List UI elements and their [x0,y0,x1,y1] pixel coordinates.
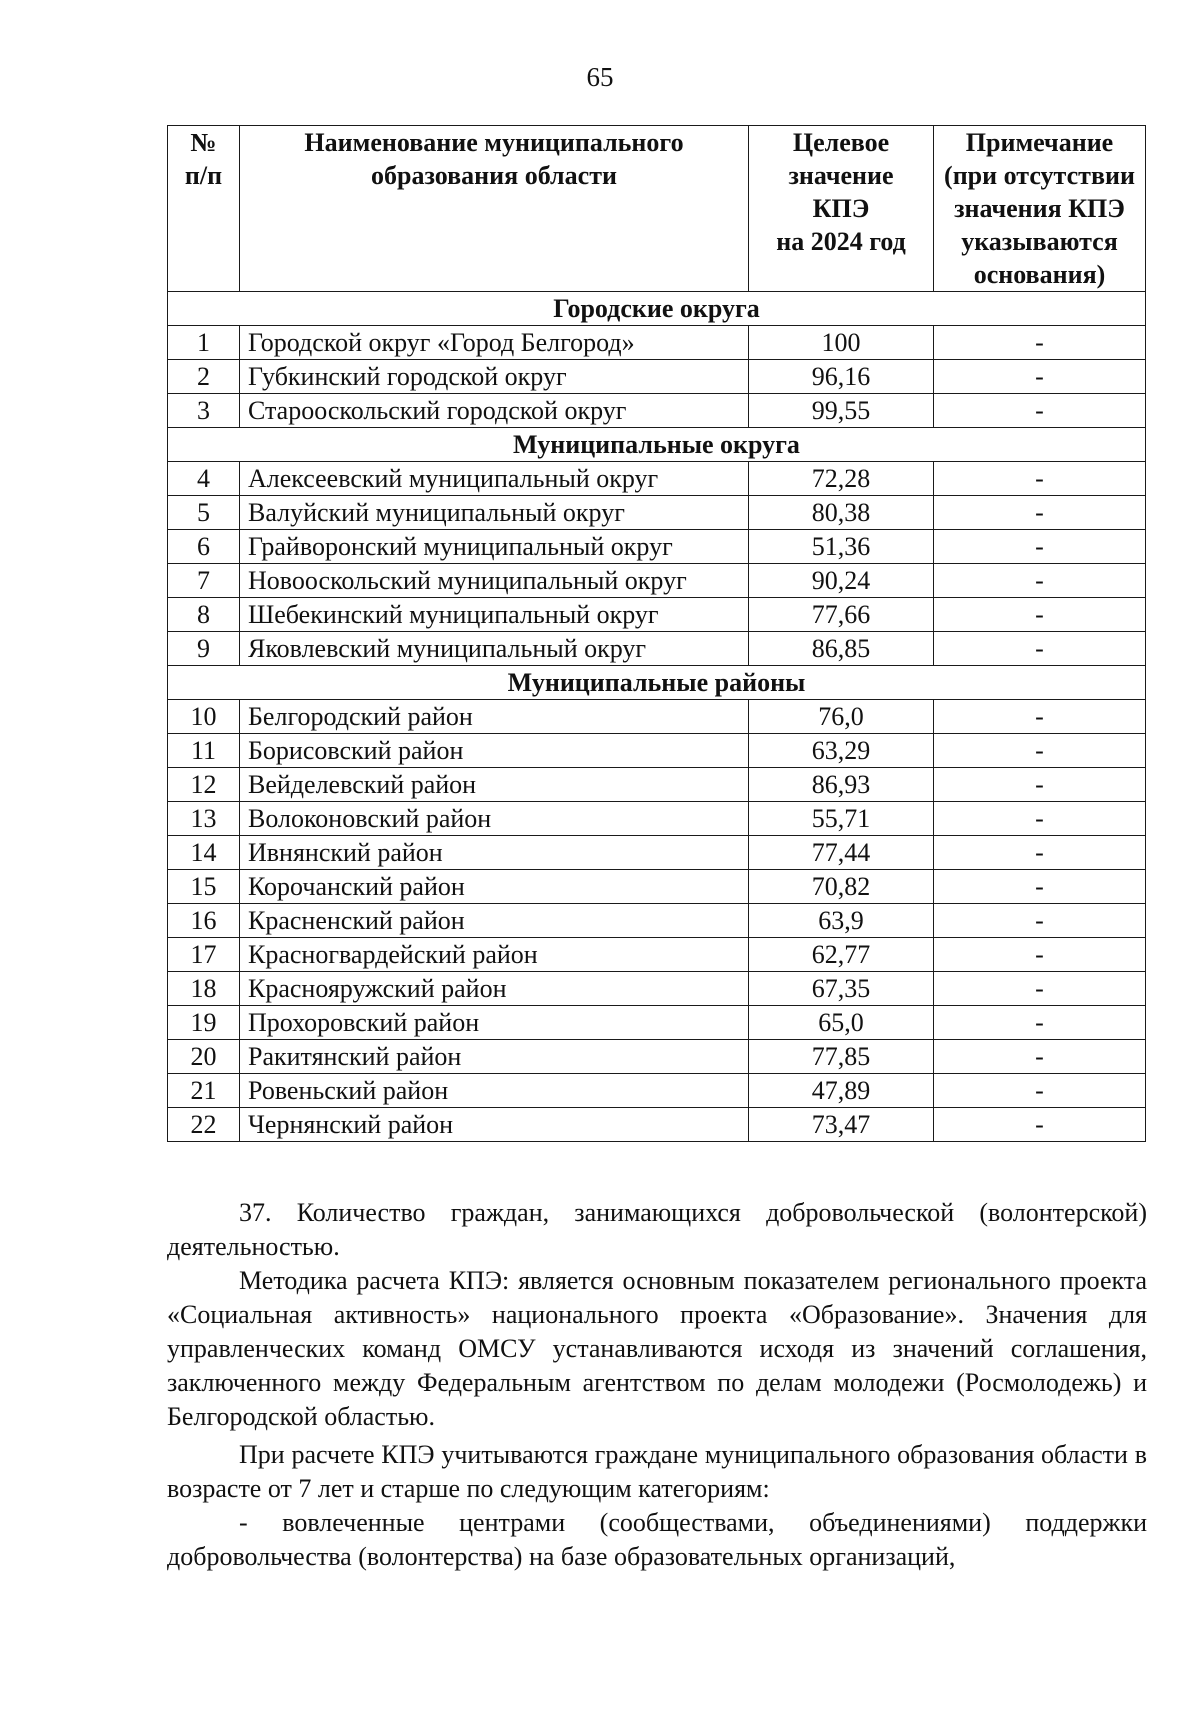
row-number: 8 [168,598,240,632]
paragraph-methodology: Методика расчета КПЭ: является основным показателем регионального проекта «Социальная активность» национального проекта «Образование». Значения для управленческих команд ОМСУ устанавливаются исходя из значений соглашения, заключенного между Федеральным агентством по делам молодежи (Росмолодежь) и Белгородской областью. [167,1266,1147,1431]
header-number-line1: № [190,128,217,157]
row-number: 13 [168,802,240,836]
section-row [168,292,1146,326]
paragraph-calculation: При расчете КПЭ учитываются граждане муниципального образования области в возрасте от 7 лет и старше по следующим категориям: [167,1440,1147,1503]
row-number: 6 [168,530,240,564]
row-note: - [934,632,1146,666]
header-target-value [749,126,934,292]
row-note: - [934,360,1146,394]
row-note: - [934,768,1146,802]
header-name [240,126,749,292]
table-row [168,632,1146,666]
row-target-value: 51,36 [749,530,934,564]
section-row [168,666,1146,700]
row-target-value: 72,28 [749,462,934,496]
row-note: - [934,1074,1146,1108]
row-municipality-name: Ровеньский район [240,1074,749,1108]
row-target-value: 77,85 [749,1040,934,1074]
header-note-title: Примечание [965,128,1114,157]
row-municipality-name: Волоконовский район [240,802,749,836]
row-target-value: 100 [749,326,934,360]
row-number: 19 [168,1006,240,1040]
row-number: 17 [168,938,240,972]
table-row [168,462,1146,496]
row-target-value: 63,9 [749,904,934,938]
header-number-line2: п/п [184,161,223,190]
table-row [168,496,1146,530]
row-note: - [934,1108,1146,1142]
row-target-value: 90,24 [749,564,934,598]
row-municipality-name: Краснояружский район [240,972,749,1006]
table-row [168,802,1146,836]
table-row [168,564,1146,598]
row-number: 20 [168,1040,240,1074]
header-value-line4: на 2024 год [776,227,906,256]
row-note: - [934,870,1146,904]
row-number: 11 [168,734,240,768]
table-row [168,1006,1146,1040]
row-target-value: 77,44 [749,836,934,870]
row-target-value: 96,16 [749,360,934,394]
row-municipality-name: Белгородский район [240,700,749,734]
row-municipality-name: Чернянский район [240,1108,749,1142]
row-note: - [934,938,1146,972]
row-number: 16 [168,904,240,938]
row-municipality-name: Красненский район [240,904,749,938]
table-row [168,904,1146,938]
row-note: - [934,1040,1146,1074]
table-row [168,326,1146,360]
row-municipality-name: Красногвардейский район [240,938,749,972]
table-body [168,292,1146,1142]
row-number: 22 [168,1108,240,1142]
row-note: - [934,326,1146,360]
paragraph-category: - вовлеченные центрами (сообществами, объединениями) поддержки добровольчества (волонтерства) на базе образовательных организаций, [167,1508,1147,1571]
table-row [168,768,1146,802]
row-note: - [934,836,1146,870]
table-row [168,870,1146,904]
table-row [168,836,1146,870]
row-municipality-name: Старооскольский городской округ [240,394,749,428]
header-note-line3: значения КПЭ [954,194,1125,223]
row-number: 15 [168,870,240,904]
row-number: 4 [168,462,240,496]
row-note: - [934,734,1146,768]
row-target-value: 80,38 [749,496,934,530]
header-value-line1: Целевое [792,128,890,157]
row-number: 2 [168,360,240,394]
page-number: 65 [586,62,614,92]
row-municipality-name: Корочанский район [240,870,749,904]
table-row [168,734,1146,768]
row-note: - [934,802,1146,836]
header-value-line3: КПЭ [812,194,870,223]
header-note-line2: (при отсутствии [944,161,1135,190]
row-number: 7 [168,564,240,598]
row-target-value: 77,66 [749,598,934,632]
row-municipality-name: Ракитянский район [240,1040,749,1074]
row-target-value: 65,0 [749,1006,934,1040]
row-municipality-name: Прохоровский район [240,1006,749,1040]
row-municipality-name: Борисовский район [240,734,749,768]
header-value-line2: значение [788,161,894,190]
paragraph-item-37: 37. Количество граждан, занимающихся добровольческой (волонтерской) деятельностью. [167,1198,1147,1261]
section-title: Муниципальные округа [168,428,1146,462]
row-note: - [934,564,1146,598]
row-number: 12 [168,768,240,802]
row-note: - [934,1006,1146,1040]
row-target-value: 99,55 [749,394,934,428]
row-note: - [934,496,1146,530]
row-target-value: 63,29 [749,734,934,768]
table-row [168,972,1146,1006]
row-municipality-name: Шебекинский муниципальный округ [240,598,749,632]
row-target-value: 86,85 [749,632,934,666]
table-row [168,938,1146,972]
section-row [168,428,1146,462]
row-note: - [934,700,1146,734]
row-municipality-name: Городской округ «Город Белгород» [240,326,749,360]
header-note [934,126,1146,292]
header-number [168,126,240,292]
table-row [168,360,1146,394]
header-note-line4: указываются [961,227,1118,256]
row-target-value: 86,93 [749,768,934,802]
row-target-value: 76,0 [749,700,934,734]
row-number: 9 [168,632,240,666]
table-row [168,700,1146,734]
section-title: Городские округа [168,292,1146,326]
table-row [168,530,1146,564]
row-number: 14 [168,836,240,870]
table-row [168,1040,1146,1074]
row-target-value: 55,71 [749,802,934,836]
row-number: 5 [168,496,240,530]
row-note: - [934,904,1146,938]
row-number: 21 [168,1074,240,1108]
table-row [168,1074,1146,1108]
row-target-value: 62,77 [749,938,934,972]
row-note: - [934,972,1146,1006]
table-row [168,394,1146,428]
row-municipality-name: Грайворонский муниципальный округ [240,530,749,564]
row-target-value: 67,35 [749,972,934,1006]
row-note: - [934,598,1146,632]
body-text [167,1196,1147,1574]
row-number: 3 [168,394,240,428]
row-municipality-name: Яковлевский муниципальный округ [240,632,749,666]
row-target-value: 47,89 [749,1074,934,1108]
row-municipality-name: Вейделевский район [240,768,749,802]
row-target-value: 73,47 [749,1108,934,1142]
header-note-line5: основания) [973,260,1106,289]
table-header-row [168,126,1146,292]
row-number: 18 [168,972,240,1006]
row-municipality-name: Губкинский городской округ [240,360,749,394]
row-municipality-name: Новооскольский муниципальный округ [240,564,749,598]
header-name-text: Наименование муниципального образования области [304,128,684,190]
row-number: 10 [168,700,240,734]
row-municipality-name: Валуйский муниципальный округ [240,496,749,530]
row-note: - [934,394,1146,428]
table-row [168,1108,1146,1142]
table-row [168,598,1146,632]
section-title: Муниципальные районы [168,666,1146,700]
row-municipality-name: Ивнянский район [240,836,749,870]
row-note: - [934,462,1146,496]
row-municipality-name: Алексеевский муниципальный округ [240,462,749,496]
kpe-table [167,125,1146,1142]
row-target-value: 70,82 [749,870,934,904]
row-number: 1 [168,326,240,360]
row-note: - [934,530,1146,564]
